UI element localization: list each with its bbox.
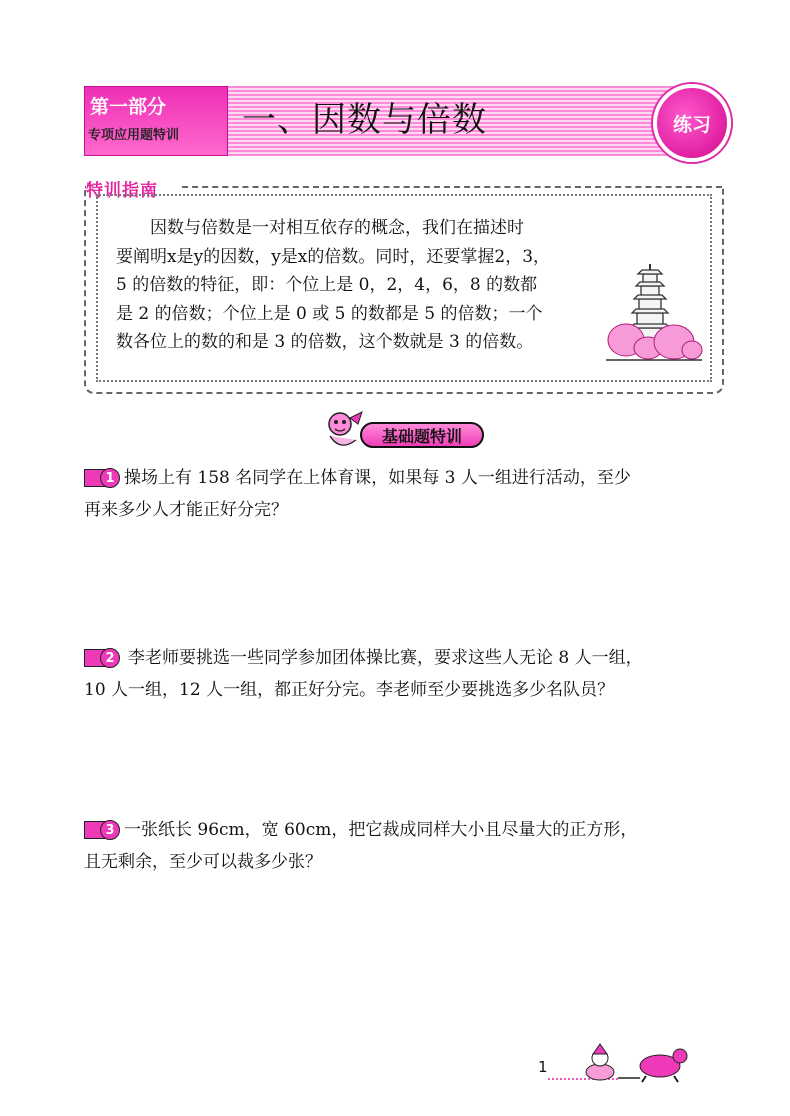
question-line: 10 人一组，12 人一组，都正好分完。李老师至少要挑选多少名队员？ — [84, 680, 615, 700]
part-subtitle: 专项应用题特训 — [88, 128, 180, 143]
section-title: 基础题特训 — [360, 422, 484, 448]
practice-badge: 练习 — [653, 84, 731, 162]
footer-cartoon-illustration — [580, 1040, 696, 1084]
question-line: 操场上有 158 名同学在上体育课，如果每 3 人一组进行活动，至少 — [124, 468, 631, 488]
guide-line: 是 2 的倍数；个位上是 0 或 5 的数都是 5 的倍数；一个 — [116, 303, 543, 324]
question-number-circle: 1 — [100, 468, 120, 488]
question-3 — [84, 814, 724, 878]
question-line: 一张纸长 96cm，宽 60cm，把它裁成同样大小且尽量大的正方形， — [124, 820, 638, 840]
pagoda-illustration — [604, 262, 704, 364]
question-line: 且无剩余，至少可以裁多少张？ — [84, 852, 322, 872]
question-line: 李老师要挑选一些同学参加团体操比赛，要求这些人无论 8 人一组， — [128, 648, 643, 668]
question-line: 再来多少人才能正好分完？ — [84, 500, 288, 520]
page-number: 1 — [538, 1058, 548, 1076]
part-title: 第一部分 — [90, 96, 167, 118]
guide-line: 要阐明x是y的因数，y是x的倍数。同时，还要掌握2，3， — [116, 246, 551, 267]
guide-line: 数各位上的数的和是 3 的倍数，这个数就是 3 的倍数。 — [116, 332, 534, 352]
question-1 — [84, 462, 724, 526]
question-number-circle: 3 — [100, 820, 120, 840]
cartoon-icon — [320, 410, 366, 452]
chapter-title: 一、因数与倍数 — [242, 100, 487, 140]
guide-line: 5 的倍数的特征，即：个位上是 0，2，4，6，8 的数都 — [116, 275, 538, 295]
question-2 — [84, 642, 724, 706]
question-number-circle: 2 — [100, 648, 120, 668]
guide-text — [116, 214, 608, 357]
guide-label: 特训指南 — [86, 181, 158, 201]
guide-line: 因数与倍数是一对相互依存的概念，我们在描述时 — [150, 218, 524, 238]
